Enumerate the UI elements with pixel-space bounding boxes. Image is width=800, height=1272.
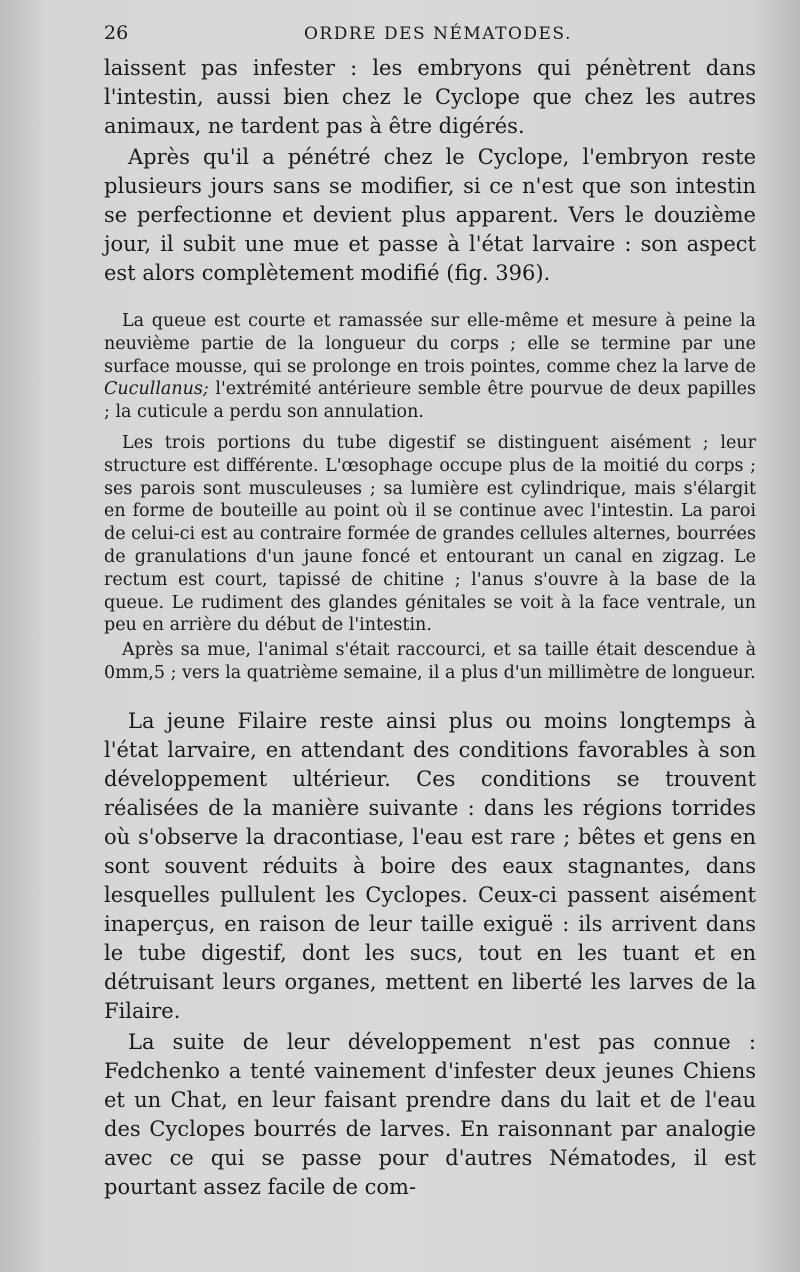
paragraph-3 — [104, 310, 756, 424]
paragraph-2: Après qu'il a pénétré chez le Cyclope, l'embryon reste plusieurs jours sans se modifier, si ce n'est que son intestin se perfectionne et devient plus apparent. Vers le douzième jour, il subit une mue et passe à l'état larvaire : son aspect est alors complètement modifié (fig. 396). — [104, 145, 756, 285]
paragraph-4: Les trois portions du tube digestif se distinguent aisément ; leur structure est différente. L'œsophage occupe plus de la moitié du corps ; ses parois sont musculeuses ; sa lumière est cylindrique, mais s'élargit en forme de bouteille au point où il se continue avec l'intestin. La paroi de celui-ci est au contraire formée de grandes cellules alternes, bourrées de granulations d'un jaune foncé et entourant un canal en zigzag. Le rectum est court, tapissé de chitine ; l'anus s'ouvre à la base de la queue. Le rudiment des glandes génitales se voit à la face ventrale, un peu en arrière du début de l'intestin. — [104, 432, 756, 636]
paragraph-6: La jeune Filaire reste ainsi plus ou moins longtemps à l'état larvaire, en attendant des conditions favorables à son développement ultérieur. Ces conditions se trouvent réalisées de la manière suivante : dans les régions torrides où s'observe la dracontiase, l'eau est rare ; bêtes et gens en sont souvent réduits à boire des eaux stagnantes, dans lesquelles pullulent les Cyclopes. Ceux-ci passent aisément inaperçus, en raison de leur taille exiguë : ils arrivent dans le tube digestif, dont les sucs, tout en les tuant et en détruisant leurs organes, mettent en liberté les larves de la Filaire. — [104, 708, 756, 1023]
paragraph-3-text-a: La queue est courte et ramassée sur elle-même et mesure à peine la neuvième partie de la longueur du corps ; elle se termine par une surface mousse, qui se prolonge en trois pointes, comme chez la larve de — [104, 311, 756, 377]
paragraph-5: Après sa mue, l'animal s'était raccourci, et sa taille était descendue à 0mm,5 ; vers la quatrième semaine, il a plus d'un millimètre de longueur. — [104, 640, 756, 683]
page-header — [104, 22, 756, 54]
paragraph-3-italic: Cucullanus; — [104, 379, 209, 400]
paragraph-7: La suite de leur développement n'est pas connue : Fedchenko a tenté vainement d'infester deux jeunes Chiens et un Chat, en leur faisant prendre dans du lait et de l'eau des Cyclopes bourrés de larves. En raisonnant par analogie avec ce qui se passe pour d'autres Nématodes, il est pourtant assez facile de com- — [104, 1029, 756, 1199]
paragraph-1: laissent pas infester : les embryons qui pénètrent dans l'intestin, aussi bien chez le Cyclope que chez les autres animaux, ne tardent pas à être digérés. — [104, 56, 756, 138]
running-title: ORDRE DES NÉMATODES. — [304, 24, 572, 44]
page-number: 26 — [104, 22, 129, 44]
paragraph-3-text-b: l'extrémité antérieure semble être pourvue de deux papilles ; la cuticule a perdu son annulation. — [104, 379, 756, 423]
